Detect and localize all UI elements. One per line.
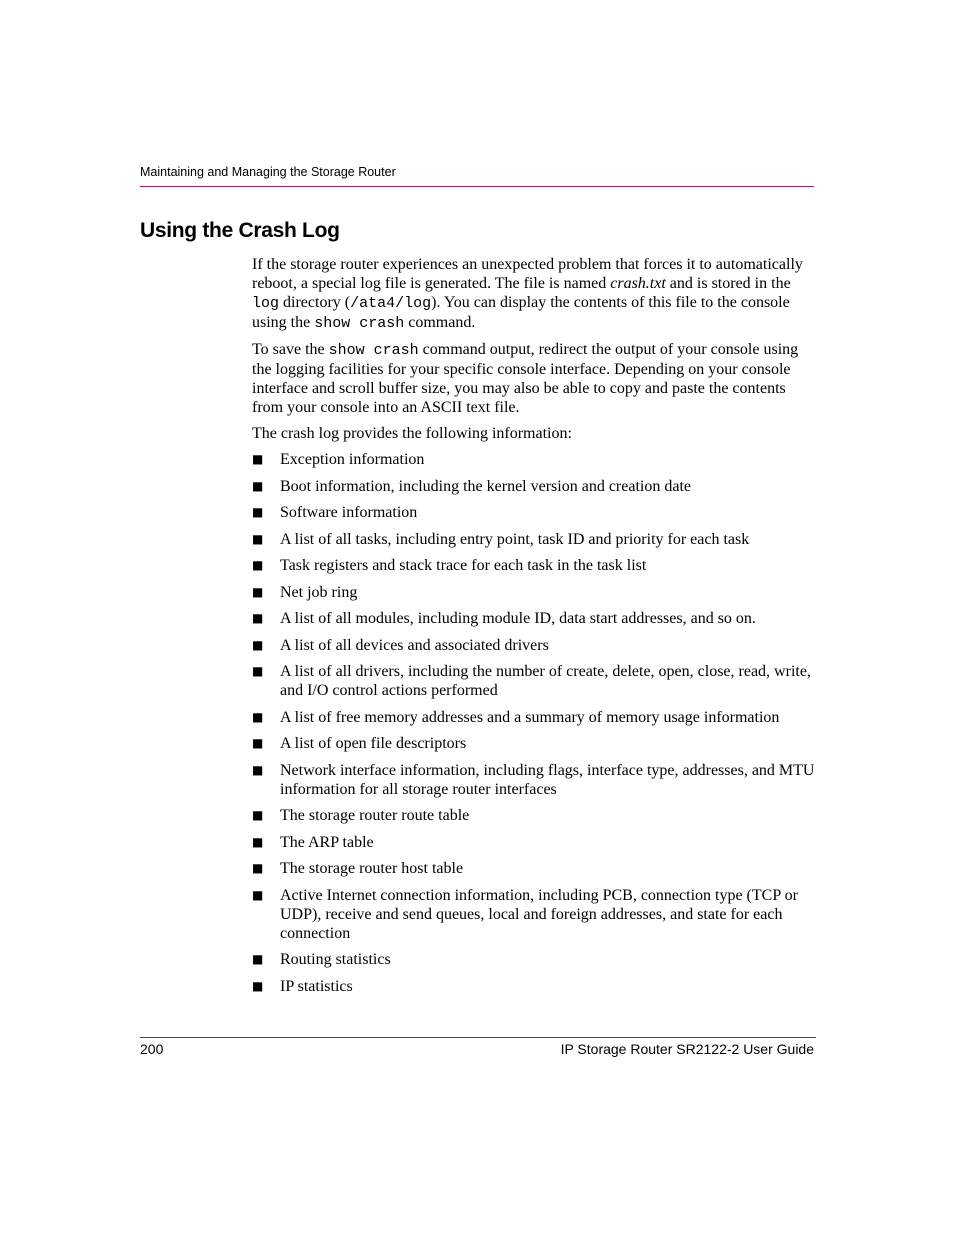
bullet-icon: ■ (252, 478, 264, 493)
bullet-icon: ■ (252, 584, 264, 599)
list-item (252, 477, 817, 496)
running-header: Maintaining and Managing the Storage Router (140, 165, 396, 179)
list-item (252, 530, 817, 549)
text-run: To save the (252, 341, 329, 358)
list-item-text: The ARP table (280, 833, 374, 851)
list-item-text: Active Internet connection information, including PCB, connection type (TCP or UDP), receive and send queues, local and foreign addresses, and state for each connection (280, 886, 798, 942)
bullet-icon: ■ (252, 709, 264, 724)
list-item (252, 761, 817, 799)
bullet-icon: ■ (252, 452, 264, 466)
list-item-text: Software information (280, 504, 418, 521)
list-item-text: A list of all modules, including module ID, data start addresses, and so on. (280, 610, 756, 627)
list-intro-paragraph: The crash log provides the following information: (252, 425, 572, 442)
list-item (252, 450, 817, 469)
save-output-paragraph (252, 340, 817, 417)
log-directory-name: log (252, 295, 280, 312)
bullet-icon: ■ (252, 978, 264, 993)
list-item (252, 503, 817, 522)
bullet-icon: ■ (252, 861, 264, 875)
list-item (252, 859, 817, 878)
list-item (252, 583, 817, 602)
list-item (252, 950, 817, 969)
list-item-text: A list of all drivers, including the number of create, delete, open, close, read, write, and I/O control actions performed (280, 663, 811, 699)
list-item (252, 708, 817, 727)
show-crash-command: show crash (314, 315, 405, 332)
list-item-text: The storage router host table (280, 860, 464, 877)
header-divider (140, 186, 814, 187)
bullet-icon: ■ (252, 887, 264, 902)
list-item-text: Exception information (280, 451, 425, 468)
show-crash-command: show crash (328, 342, 419, 359)
bullet-icon: ■ (252, 531, 264, 546)
page-number: 200 (140, 1041, 164, 1057)
list-item (252, 662, 817, 700)
text-run: ). You can display the contents of this file to the console using the (252, 294, 790, 331)
bullet-icon: ■ (252, 664, 264, 678)
list-item (252, 977, 817, 996)
bullet-icon: ■ (252, 611, 264, 625)
crash-file-name: crash.txt (610, 275, 666, 292)
crash-log-contents-list (252, 450, 817, 996)
list-item-text: Routing statistics (280, 951, 391, 968)
list-item-text: A list of open file descriptors (280, 735, 467, 752)
bullet-icon: ■ (252, 558, 264, 572)
intro-paragraph (252, 255, 817, 333)
text-run: directory ( (279, 294, 351, 311)
footer-divider (140, 1037, 816, 1038)
bullet-icon: ■ (252, 808, 264, 822)
body-text (252, 255, 817, 1003)
text-run: command output, redirect the output of your console using the logging facilities for your specific console interface. Depending on your console interface and scroll buffer size, you may also be able to copy and paste the contents from your console into an ASCII text file. (252, 341, 799, 416)
list-item-text: The storage router route table (280, 807, 470, 824)
bullet-icon: ■ (252, 762, 264, 777)
list-item-text: IP statistics (280, 977, 353, 995)
text-run: and is stored in the (665, 275, 791, 292)
text-run: If the storage router experiences an unexpected problem that forces it to automatically reboot, a special log file is generated. The file is named (252, 256, 803, 292)
list-item (252, 636, 817, 655)
list-item (252, 806, 817, 825)
list-item-text: Task registers and stack trace for each task in the task list (280, 557, 647, 574)
list-item (252, 886, 817, 943)
list-item-text: A list of free memory addresses and a summary of memory usage information (280, 708, 780, 726)
text-run: command. (404, 314, 476, 331)
bullet-icon: ■ (252, 637, 264, 652)
bullet-icon: ■ (252, 505, 264, 519)
list-item-text: Boot information, including the kernel version and creation date (280, 477, 691, 495)
log-directory-path: /ata4/log (350, 295, 432, 312)
bullet-icon: ■ (252, 736, 264, 750)
section-title: Using the Crash Log (140, 219, 340, 242)
list-item (252, 833, 817, 852)
list-item (252, 556, 817, 575)
list-item-text: A list of all tasks, including entry point, task ID and priority for each task (280, 530, 750, 548)
bullet-icon: ■ (252, 952, 264, 966)
list-item-text: Network interface information, including flags, interface type, addresses, and MTU information for all storage router interfaces (280, 761, 815, 798)
list-item-text: Net job ring (280, 583, 358, 601)
list-item (252, 734, 817, 753)
document-title: IP Storage Router SR2122-2 User Guide (560, 1041, 814, 1057)
bullet-icon: ■ (252, 834, 264, 849)
list-item (252, 609, 817, 628)
list-item-text: A list of all devices and associated drivers (280, 636, 549, 654)
